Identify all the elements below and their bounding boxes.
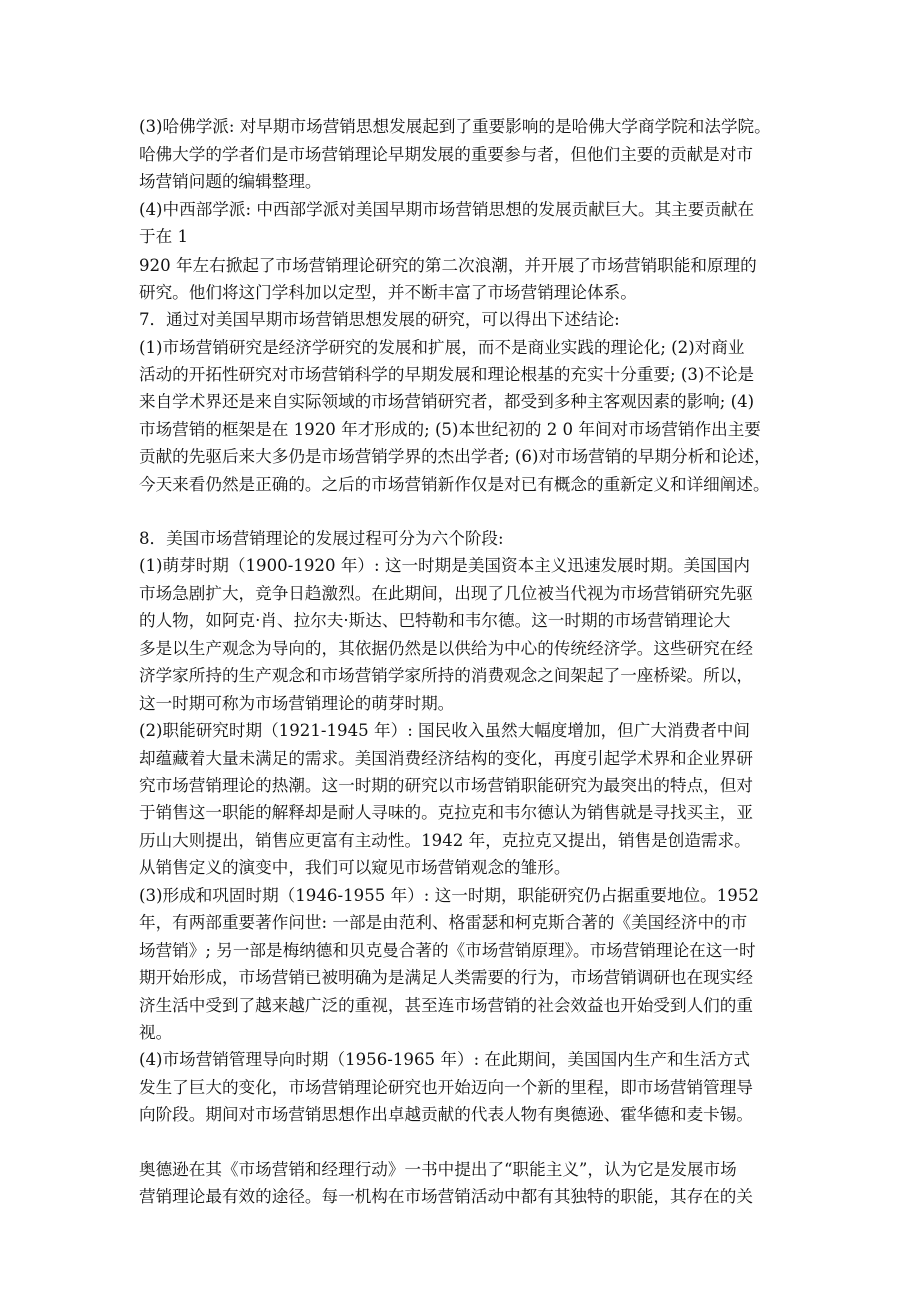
text-line: 场营销》; 另一部是梅纳德和贝克曼合著的《市场营销原理》。市场营销理论在这一时 [139,941,756,960]
text-line: 市场急剧扩大，竞争日趋激烈。在此期间，出现了几位被当代视为市场营销研究先驱 [139,584,753,603]
text-line: 视。 [139,1023,173,1042]
text-line: 发生了巨大的变化，市场营销理论研究也开始迈向一个新的里程，即市场营销管理导 [139,1078,753,1097]
text-line: 从销售定义的演变中，我们可以窥见市场营销观念的雏形。 [139,858,571,877]
text-line: 济生活中受到了越来越广泛的重视，甚至连市场营销的社会效益也开始受到人们的重 [139,996,753,1015]
text-line: 7．通过对美国早期市场营销思想发展的研究，可以得出下述结论: [139,310,620,329]
text-line: 究市场营销理论的热潮。这一时期的研究以市场营销职能研究为最突出的特点，但对 [139,776,753,795]
text-line: 今天来看仍然是正确的。之后的市场营销新作仅是对已有概念的重新定义和详细阐述。 [139,475,770,494]
text-line: 场营销问题的编辑整理。 [139,172,322,191]
text-line: 却蕴藏着大量未满足的需求。美国消费经济结构的变化，再度引起学术界和企业界研 [139,749,753,768]
text-line: 贡献的先驱后来大多仍是市场营销学界的杰出学者; (6)对市场营销的早期分析和论述， [139,447,771,466]
text-line: 920 年左右掀起了市场营销理论研究的第二次浪潮，并开展了市场营销职能和原理的 [139,256,757,275]
text-line: 市场营销的框架是在 1920 年才形成的; (5)本世纪初的 2 0 年间对市场营销作出主要 [139,420,761,439]
text-line: 的人物，如阿克·肖、拉尔夫·斯达、巴特勒和韦尔德。这一时期的市场营销理论大 [139,611,731,630]
text-line: (3)形成和巩固时期（1946-1955 年）: 这一时期，职能研究仍占据重要地位。1952 [139,886,759,905]
text-line: (4)市场营销管理导向时期（1956-1965 年）: 在此期间，美国国内生产和生活方式 [139,1050,750,1069]
text-line: 济学家所持的生产观念和市场营销学家所持的消费观念之间架起了一座桥梁。所以， [139,666,753,685]
text-line: 哈佛大学的学者们是市场营销理论早期发展的重要参与者，但他们主要的贡献是对市 [139,145,753,164]
text-line: (4)中西部学派: 中西部学派对美国早期市场营销思想的发展贡献巨大。其主要贡献在 [139,200,755,219]
text-line: 奥德逊在其《市场营销和经理行动》一书中提出了“职能主义”，认为它是发展市场 [139,1160,737,1179]
text-line: 来自学术界还是来自实际领域的市场营销研究者，都受到多种主客观因素的影响; (4) [139,392,755,411]
text-line: (1)市场营销研究是经济学研究的发展和扩展，而不是商业实践的理论化; (2)对商业 [139,338,745,357]
text-line: (1)萌芽时期（1900-1920 年）: 这一时期是美国资本主义迅速发展时期。美国国内 [139,556,750,575]
text-line: 这一时期可称为市场营销理论的萌芽时期。 [139,694,455,713]
text-line: 年，有两部重要著作问世: 一部是由范利、格雷瑟和柯克斯合著的《美国经济中的市 [139,913,748,932]
text-line: 8．美国市场营销理论的发展过程可分为六个阶段: [139,529,504,548]
text-line: 于销售这一职能的解释却是耐人寻味的。克拉克和韦尔德认为销售就是寻找买主，亚 [139,803,753,822]
text-line: 研究。他们将这门学科加以定型，并不断丰富了市场营销理论体系。 [139,283,637,302]
text-line: (3)哈佛学派: 对早期市场营销思想发展起到了重要影响的是哈佛大学商学院和法学院。 [139,117,771,136]
text-line: 营销理论最有效的途径。每一机构在市场营销活动中都有其独特的职能，其存在的关 [139,1187,753,1206]
text-line: (2)职能研究时期（1921-1945 年）: 国民收入虽然大幅度增加，但广大消费者中间 [139,721,750,740]
text-line: 多是以生产观念为导向的，其依据仍然是以供给为中心的传统经济学。这些研究在经 [139,639,753,658]
text-line: 历山大则提出，销售应更富有主动性。1942 年，克拉克又提出，销售是创造需求。 [139,831,751,850]
text-line: 期开始形成，市场营销已被明确为是满足人类需要的行为，市场营销调研也在现实经 [139,968,753,987]
text-line: 于在 1 [139,227,189,246]
text-line: 活动的开拓性研究对市场营销科学的早期发展和理论根基的充实十分重要; (3)不论是 [139,365,755,384]
text-line: 向阶段。期间对市场营销思想作出卓越贡献的代表人物有奥德逊、霍华德和麦卡锡。 [139,1105,753,1124]
